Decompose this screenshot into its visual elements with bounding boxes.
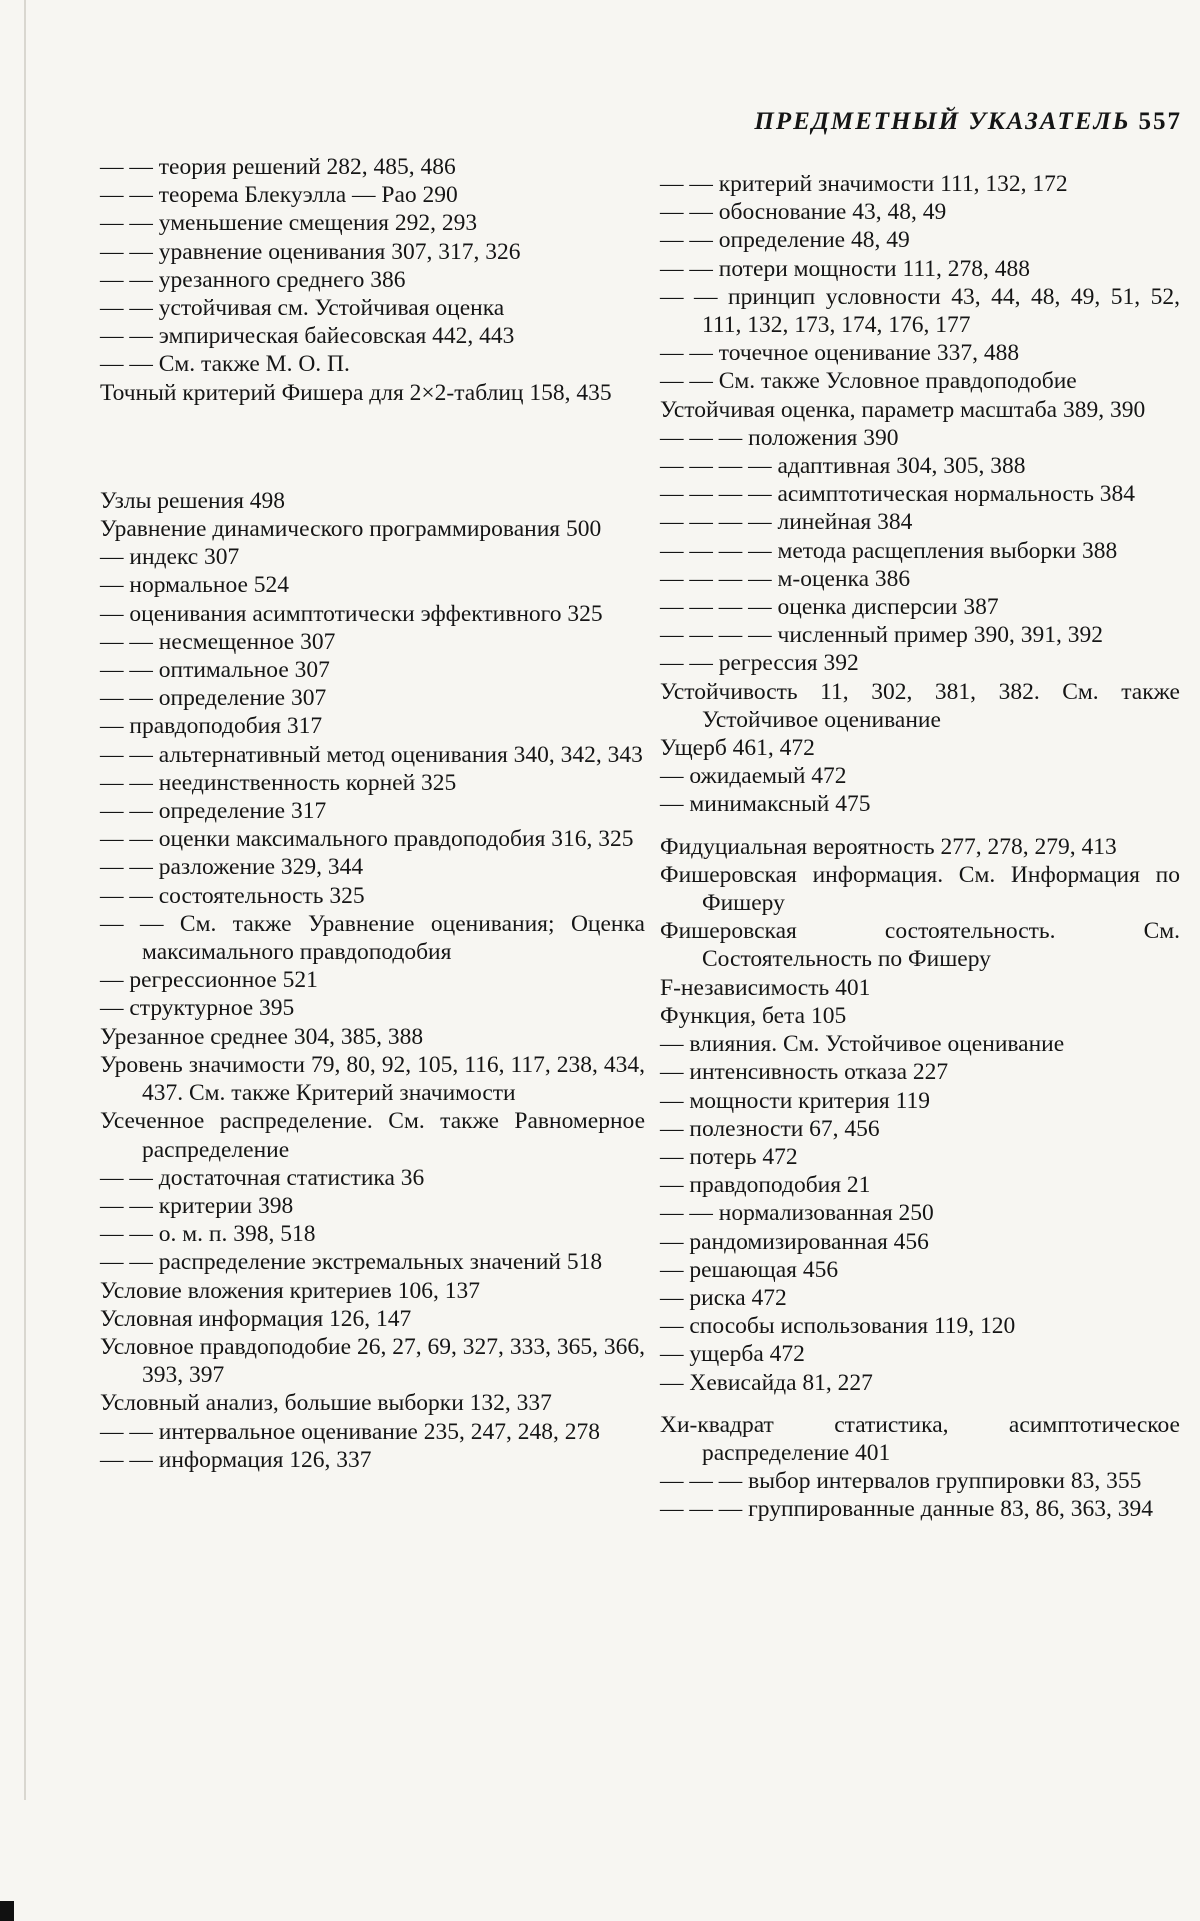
index-entry: — рандомизированная 456 <box>660 1228 929 1255</box>
index-entry: — — — — оценка дисперсии 387 <box>660 594 999 621</box>
index-entry: — регрессионное 521 <box>100 967 318 994</box>
index-entry: — — теорема Блекуэлла — Рао 290 <box>100 182 458 209</box>
index-entry: — — неединственность корней 325 <box>100 769 457 796</box>
index-entry: Фидуциальная вероятность 277, 278, 279, 413 <box>660 833 1117 860</box>
index-entry: — — теория решений 282, 485, 486 <box>100 154 456 180</box>
index-entry: — — критерий значимости 111, 132, 172 <box>660 171 1068 197</box>
index-entry: — — распределение экстремальных значений 518 <box>100 1249 603 1276</box>
index-entry: — — альтернативный метод оценивания 340, 342, 343 <box>100 741 643 768</box>
index-entry: — — — — м-оценка 386 <box>660 565 911 592</box>
index-entry: — оценивания асимптотически эффективного 325 <box>100 600 603 627</box>
index-entry: — — определение 307 <box>100 685 327 712</box>
index-entry: — индекс 307 <box>100 544 240 571</box>
index-entry: — правдоподобия 21 <box>660 1172 871 1199</box>
index-entry: Уравнение динамического программирования 500 <box>100 516 602 543</box>
index-entry: Условная информация 126, 147 <box>100 1305 412 1332</box>
right-column <box>660 170 1180 1524</box>
index-entry: — — устойчивая см. Устойчивая оценка <box>100 295 505 322</box>
index-entry: Усеченное распределение. См. также Равномерное распределение <box>100 1108 645 1163</box>
index-entry: — структурное 395 <box>100 995 295 1022</box>
index-entry: — интенсивность отказа 227 <box>660 1059 949 1086</box>
page-edge-mark <box>0 1901 14 1921</box>
index-entry: Условное правдоподобие 26, 27, 69, 327, 333, 365, 366, 393, 397 <box>100 1333 645 1389</box>
index-entry: Устойчивость 11, 302, 381, 382. См. также Устойчивое оценивание <box>660 678 1180 733</box>
index-entry: Узлы решения 498 <box>100 487 286 514</box>
index-entry: — — эмпирическая байесовская 442, 443 <box>100 323 515 350</box>
index-entry: — правдоподобия 317 <box>100 713 323 740</box>
page-number: 557 <box>1138 108 1182 135</box>
page-margin-rule <box>24 0 26 1800</box>
index-entry: — полезности 67, 456 <box>660 1115 880 1142</box>
index-entry: — потерь 472 <box>660 1143 798 1170</box>
index-entry: — — — выбор интервалов группировки 83, 355 <box>660 1468 1142 1495</box>
index-entry: — — о. м. п. 398, 518 <box>100 1221 316 1248</box>
index-entry: — — потери мощности 111, 278, 488 <box>660 255 1030 282</box>
index-entry: Фишеровская состоятельность. См. Состоятельность по Фишеру <box>660 918 1180 973</box>
index-entry: — — См. также Условное правдоподобие <box>660 368 1077 395</box>
index-entry: — — достаточная статистика 36 <box>100 1164 425 1191</box>
running-header <box>754 108 1182 136</box>
index-entry: — — — — метода расщепления выборки 388 <box>660 537 1118 564</box>
left-column <box>100 153 645 1474</box>
index-entry: — — нормализованная 250 <box>660 1200 934 1227</box>
index-entry: — — См. также Уравнение оценивания; Оценка максимального правдоподобия <box>100 910 645 966</box>
index-entry: Условие вложения критериев 106, 137 <box>100 1277 480 1304</box>
index-entry: Устойчивая оценка, параметр масштаба 389, 390 <box>660 396 1146 423</box>
index-entry: — — уменьшение смещения 292, 293 <box>100 210 478 237</box>
index-entry: — — обоснование 43, 48, 49 <box>660 199 947 226</box>
index-entry: — — состоятельность 325 <box>100 882 365 909</box>
index-entry: — — регрессия 392 <box>660 650 859 677</box>
index-entry: — — — — адаптивная 304, 305, 388 <box>660 453 1026 480</box>
index-entry: — нормальное 524 <box>100 572 290 599</box>
index-entry: Функция, бета 105 <box>660 1002 847 1029</box>
index-entry: Условный анализ, большие выборки 132, 337 <box>100 1390 552 1417</box>
index-entry: — влияния. См. Устойчивое оценивание <box>660 1031 1065 1058</box>
index-entry: — способы использования 119, 120 <box>660 1313 1016 1340</box>
index-entry: — минимаксный 475 <box>660 791 871 818</box>
index-entry: — — урезанного среднего 386 <box>100 266 406 293</box>
index-entry: Фишеровская информация. См. Информация по Фишеру <box>660 861 1180 917</box>
index-entry: — — — — линейная 384 <box>660 509 913 536</box>
index-entry: — ущерба 472 <box>660 1341 805 1368</box>
index-entry: — мощности критерия 119 <box>660 1087 930 1114</box>
index-entry: Точный критерий Фишера для 2×2-таблиц 158, 435 <box>100 379 612 406</box>
index-entry: — — интервальное оценивание 235, 247, 248, 278 <box>100 1418 600 1445</box>
index-entry: — — определение 48, 49 <box>660 227 910 254</box>
index-entry: — — разложение 329, 344 <box>100 854 364 881</box>
index-entry: — — — — асимптотическая нормальность 384 <box>660 481 1136 508</box>
index-entry: — решающая 456 <box>660 1256 839 1283</box>
index-entry: — — информация 126, 337 <box>100 1446 372 1473</box>
index-entry: — — См. также М. О. П. <box>100 351 350 378</box>
index-entry: Ущерб 461, 472 <box>660 735 815 762</box>
index-entry: — ожидаемый 472 <box>660 763 847 790</box>
index-entry: — — оптимальное 307 <box>100 657 330 684</box>
index-entry: — Хевисайда 81, 227 <box>660 1369 873 1396</box>
index-entry: — — — группированные данные 83, 86, 363, 394 <box>660 1496 1154 1523</box>
index-entry: — — определение 317 <box>100 798 327 825</box>
index-entry: Урезанное среднее 304, 385, 388 <box>100 1023 424 1050</box>
header-title: ПРЕДМЕТНЫЙ УКАЗАТЕЛЬ <box>754 108 1131 135</box>
index-entry: — — — — численный пример 390, 391, 392 <box>660 622 1103 649</box>
index-entry: — — оценки максимального правдоподобия 316, 325 <box>100 826 634 853</box>
index-entry: — — точечное оценивание 337, 488 <box>660 340 1020 367</box>
index-entry: — — несмещенное 307 <box>100 628 336 655</box>
index-entry: F-независимость 401 <box>660 974 871 1001</box>
index-entry: — — принцип условности 43, 44, 48, 49, 51, 52, 111, 132, 173, 174, 176, 177 <box>660 283 1180 339</box>
index-entry: Уровень значимости 79, 80, 92, 105, 116, 117, 238, 434, 437. См. также Критерий значимости <box>100 1051 645 1107</box>
index-entry: — риска 472 <box>660 1284 787 1311</box>
index-entry: — — — положения 390 <box>660 424 899 451</box>
index-entry: Хи-квадрат статистика, асимптотическое распределение 401 <box>660 1411 1180 1466</box>
index-entry: — — критерии 398 <box>100 1192 294 1219</box>
index-entry: — — уравнение оценивания 307, 317, 326 <box>100 238 521 265</box>
